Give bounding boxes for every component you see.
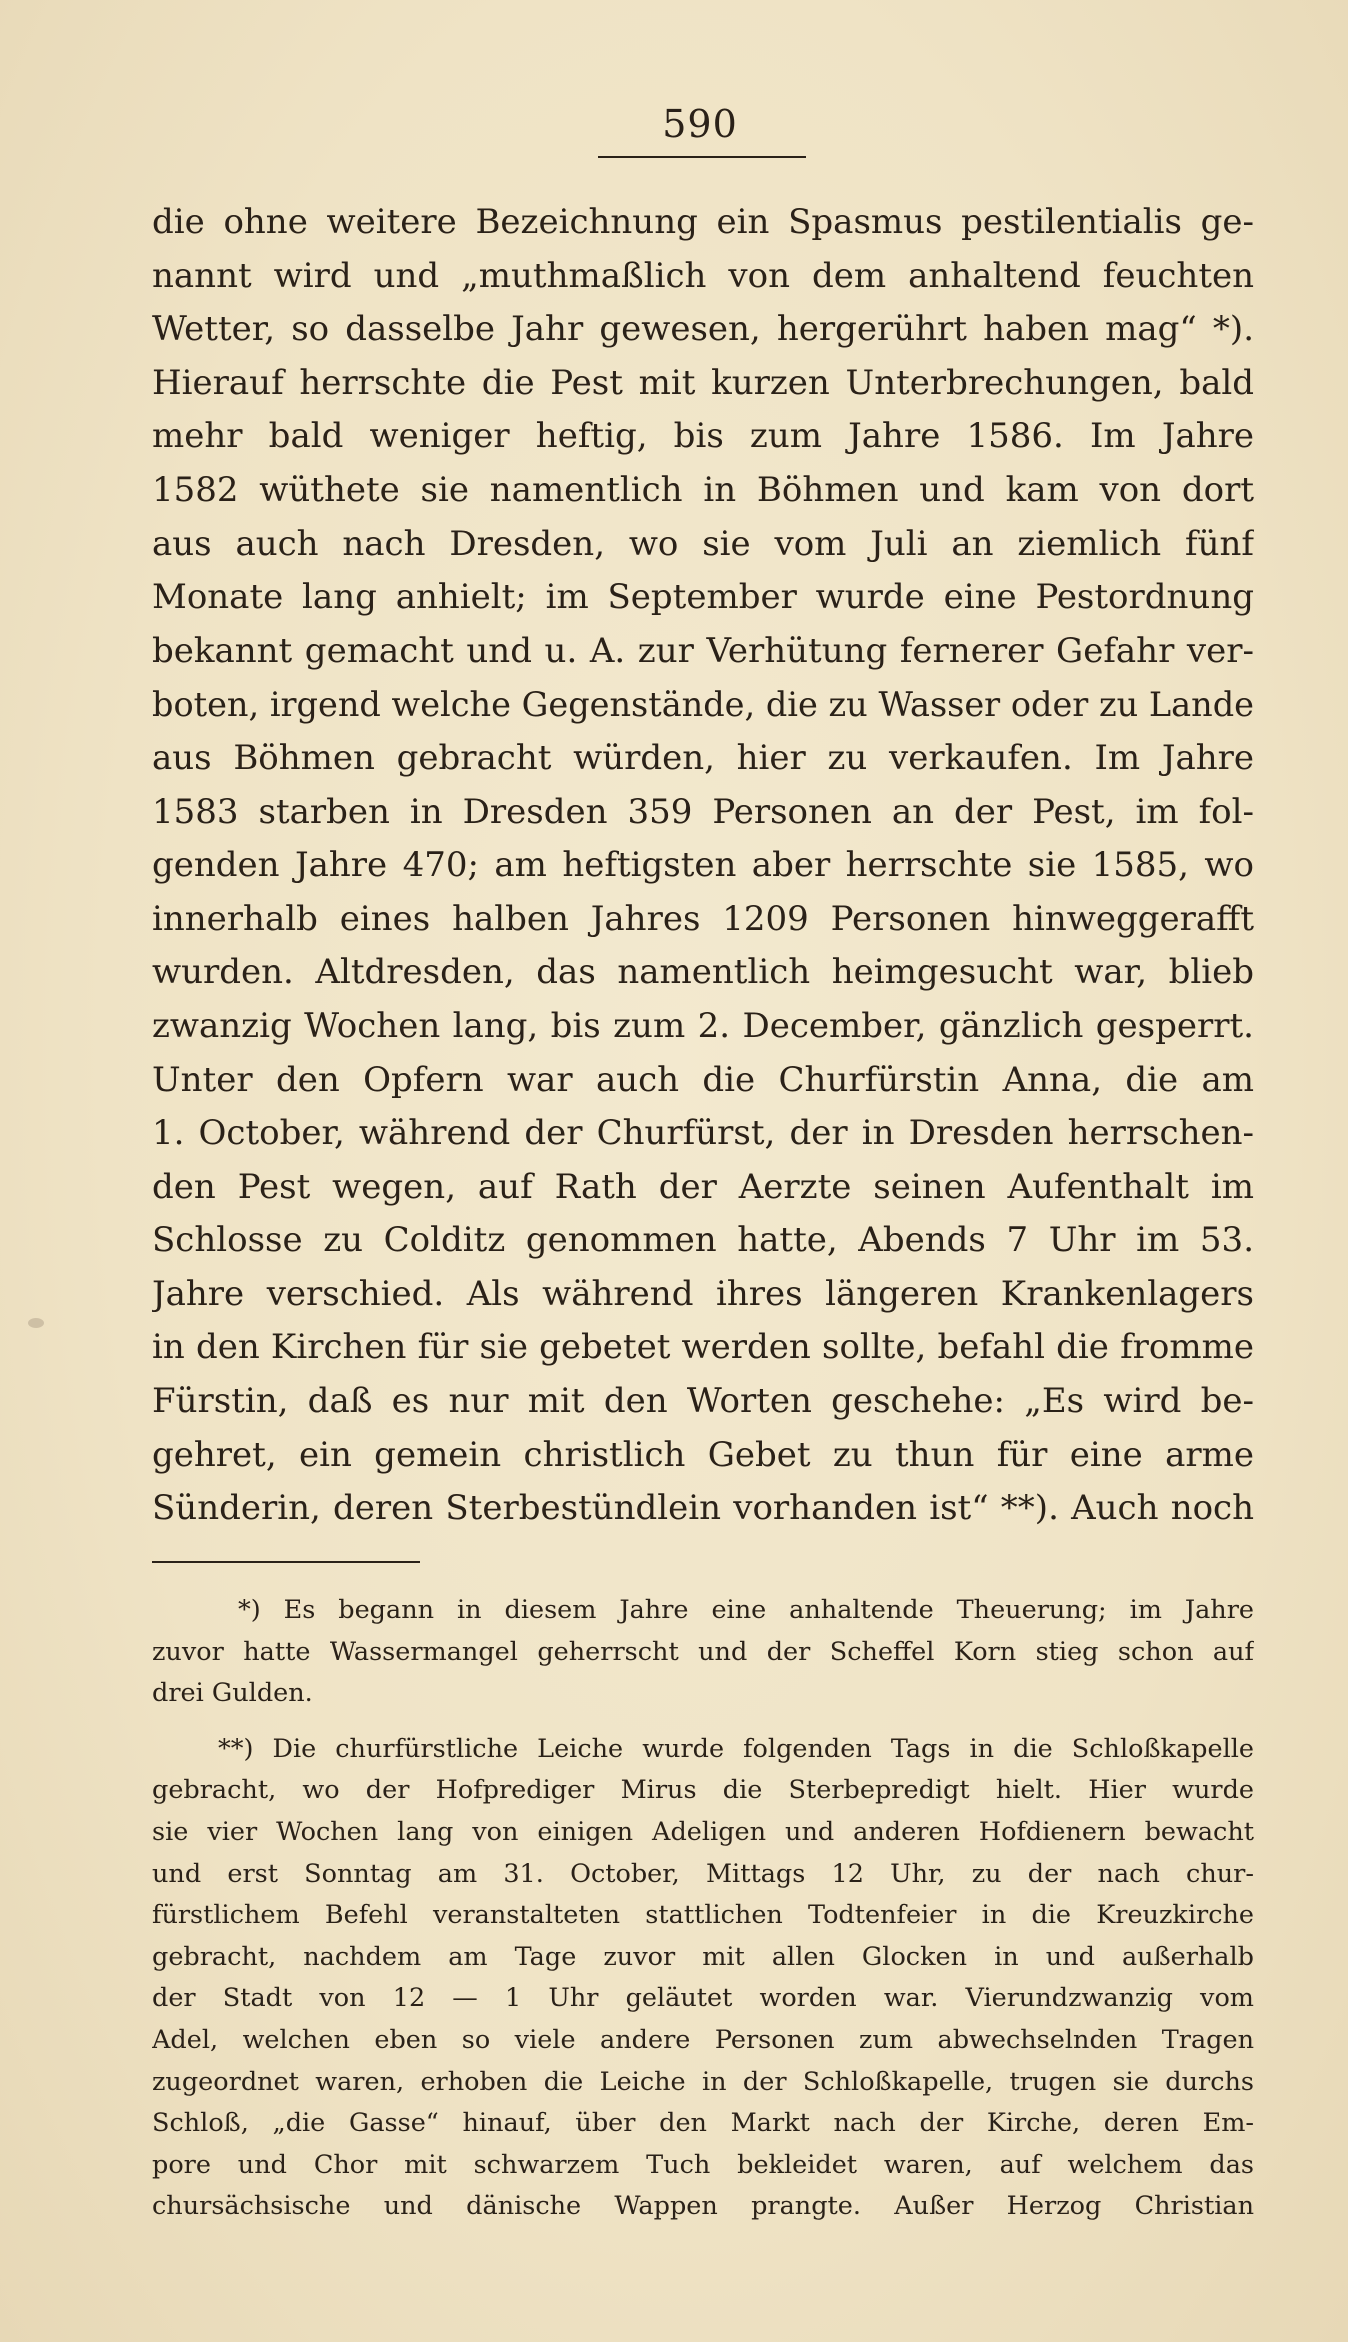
main-text [152,196,1254,1536]
text-line: genden Jahre 470; am heftigsten aber herrschte sie 1585, wo [152,845,1254,886]
footnote-line: chursächsische und dänische Wappen prangte. Außer Herzog Christian [152,2191,1254,2222]
footnote-rule [152,1561,420,1563]
footnote-line: pore und Chor mit schwarzem Tuch bekleidet waren, auf welchem das [152,2149,1254,2180]
text-line: 1583 starben in Dresden 359 Personen an der Pest, im fol- [152,791,1254,832]
text-line: Schlosse zu Colditz genommen hatte, Abends 7 Uhr im 53. [152,1220,1254,1261]
footnote-line: Schloß, „die Gasse“ hinauf, über den Markt nach der Kirche, deren Em- [152,2108,1254,2139]
footnote-line: **) Die churfürstliche Leiche wurde folgenden Tags in die Schloßkapelle [218,1733,1254,1764]
text-line: Jahre verschied. Als während ihres längeren Krankenlagers [152,1273,1254,1314]
text-line: 1. October, während der Churfürst, der in Dresden herrschen- [152,1113,1254,1154]
text-line: aus Böhmen gebracht würden, hier zu verkaufen. Im Jahre [152,737,1254,778]
text-line: boten, irgend welche Gegenstände, die zu Wasser oder zu Lande [152,685,1254,725]
text-line: bekannt gemacht und u. A. zur Verhütung fernerer Gefahr ver- [152,630,1254,671]
text-line: zwanzig Wochen lang, bis zum 2. December, gänzlich gesperrt. [152,1005,1254,1046]
text-line: Sünderin, deren Sterbestündlein vorhanden ist“ **). Auch noch [152,1488,1254,1529]
text-line: mehr bald weniger heftig, bis zum Jahre 1586. Im Jahre [152,416,1254,457]
footnote-line: zugeordnet waren, erhoben die Leiche in der Schloßkapelle, trugen sie durchs [152,2066,1254,2097]
text-line: innerhalb eines halben Jahres 1209 Personen hinweggerafft [152,898,1254,939]
footnote-line: drei Gulden. [152,1678,313,1709]
text-line: wurden. Altdresden, das namentlich heimgesucht war, blieb [152,952,1254,993]
text-line: den Pest wegen, auf Rath der Aerzte seinen Aufenthalt im [152,1166,1254,1207]
footnote-line: zuvor hatte Wassermangel geherrscht und der Scheffel Korn stieg schon auf [152,1636,1254,1667]
text-line: in den Kirchen für sie gebetet werden sollte, befahl die fromme [152,1327,1254,1368]
footnote-line: gebracht, wo der Hofprediger Mirus die Sterbepredigt hielt. Hier wurde [152,1775,1254,1806]
page-number-rule [598,156,806,158]
footnote-line: der Stadt von 12 — 1 Uhr geläutet worden war. Vierundzwanzig vom [152,1983,1254,2014]
footnote-line: und erst Sonntag am 31. October, Mittags 12 Uhr, zu der nach chur- [152,1858,1254,1889]
page-number: 590 [662,102,738,146]
footnote-1 [152,1590,1254,1715]
text-line: gehret, ein gemein christlich Gebet zu thun für eine arme [152,1434,1254,1475]
footnote-line: *) Es begann in diesem Jahre eine anhaltende Theuerung; im Jahre [238,1595,1254,1625]
footnote-line: sie vier Wochen lang von einigen Adeligen und anderen Hofdienern bewacht [152,1816,1254,1847]
footnote-line: Adel, welchen eben so viele andere Personen zum abwechselnden Tragen [152,2024,1254,2055]
footnotes [152,1590,1254,2228]
text-line: Fürstin, daß es nur mit den Worten geschehe: „Es wird be- [152,1381,1254,1422]
text-line: Wetter, so dasselbe Jahr gewesen, hergerührt haben mag“ *). [152,309,1254,350]
paper-stain [28,1318,44,1328]
text-line: aus auch nach Dresden, wo sie vom Juli an ziemlich fünf [152,523,1254,564]
text-line: Hierauf herrschte die Pest mit kurzen Unterbrechungen, bald [152,362,1254,403]
text-line: Monate lang anhielt; im September wurde eine Pestordnung [152,577,1254,618]
text-line: 1582 wüthete sie namentlich in Böhmen und kam von dort [152,469,1254,510]
footnote-line: gebracht, nachdem am Tage zuvor mit allen Glocken in und außerhalb [152,1941,1254,1972]
text-line: die ohne weitere Bezeichnung ein Spasmus pestilentialis ge- [152,202,1254,242]
text-line: Unter den Opfern war auch die Churfürstin Anna, die am [152,1059,1254,1100]
text-line: nannt wird und „muthmaßlich von dem anhaltend feuchten [152,255,1254,296]
footnote-2 [152,1729,1254,2228]
footnote-line: fürstlichem Befehl veranstalteten stattlichen Todtenfeier in die Kreuzkirche [152,1900,1254,1931]
